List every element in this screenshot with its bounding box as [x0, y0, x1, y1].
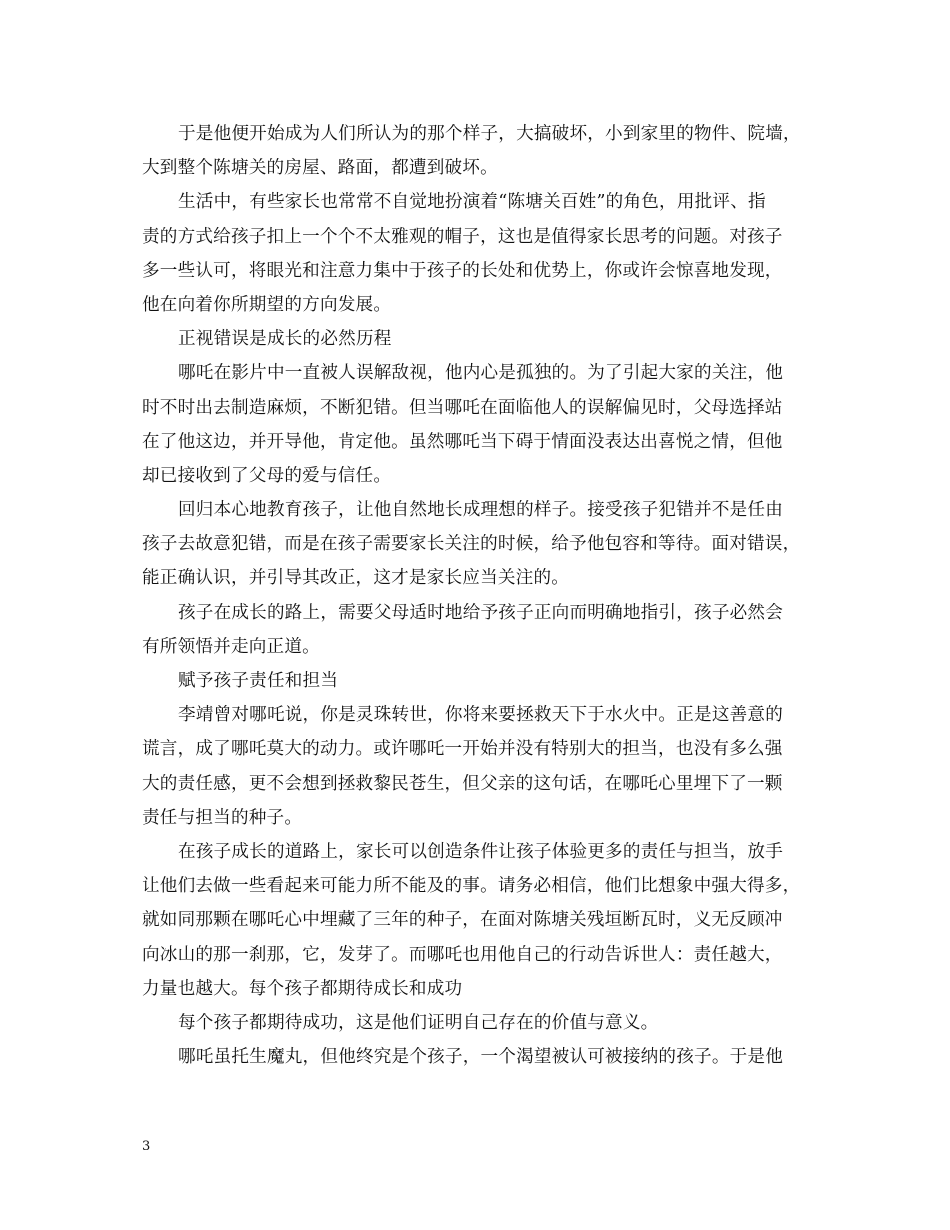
text-line: 回归本心地教育孩子，让他自然地长成理想的样子。接受孩子犯错并不是任由	[178, 500, 783, 521]
text-line: 于是他便开始成为人们所认为的那个样子，大搞破坏，小到家里的物件、院墙，	[178, 124, 801, 144]
text-line: 力量也越大。每个孩子都期待成长和成功	[142, 978, 463, 999]
text-line: 有所领悟并走向正道。	[142, 636, 320, 657]
text-line: 却已接收到了父母的爱与信任。	[142, 465, 392, 486]
text-line: 时不时出去制造麻烦，不断犯错。但当哪吒在面临他人的误解偏见时，父母选择站	[142, 397, 783, 418]
text-line: 每个孩子都期待成功，这是他们证明自己存在的价值与意义。	[178, 1012, 659, 1033]
text-line: 让他们去做一些看起来可能力所不能及的事。请务必相信，他们比想象中强大得多，	[142, 876, 801, 897]
text-line: 哪吒在影片中一直被人误解敌视，他内心是孤独的。为了引起大家的关注，他	[178, 363, 783, 384]
text-line: 孩子去故意犯错，而是在孩子需要家长关注的时候，给予他包容和等待。面对错误，	[142, 534, 801, 555]
text-line: 能正确认识，并引导其改正，这才是家长应当关注的。	[142, 568, 570, 589]
body-text	[142, 117, 828, 1074]
text-line: 在孩子成长的道路上，家长可以创造条件让孩子体验更多的责任与担当，放手	[178, 841, 783, 862]
text-line: 正视错误是成长的必然历程	[178, 329, 392, 350]
text-line: 多一些认可，将眼光和注意力集中于孩子的长处和优势上，你或许会惊喜地发现，	[142, 260, 783, 281]
text-line: 大到整个陈塘关的房屋、路面，都遭到破坏。	[142, 158, 498, 179]
text-line: 赋予孩子责任和担当	[178, 671, 339, 691]
text-line: 生活中，有些家长也常常不自觉地扮演着“陈塘关百姓”的角色，用批评、指	[178, 192, 766, 213]
text-line: 在了他这边，并开导他，肯定他。虽然哪吒当下碍于情面没表达出喜悦之情，但他	[142, 431, 783, 452]
text-line: 谎言，成了哪吒莫大的动力。或许哪吒一开始并没有特别大的担当，也没有多么强	[142, 739, 783, 760]
text-line: 大的责任感，更不会想到拯救黎民苍生，但父亲的这句话，在哪吒心里埋下了一颗	[142, 773, 783, 794]
text-line: 哪吒虽托生魔丸，但他终究是个孩子，一个渴望被认可被接纳的孩子。于是他	[178, 1047, 783, 1068]
text-line: 责任与担当的种子。	[142, 807, 303, 828]
text-line: 向冰山的那一刹那，它，发芽了。而哪吒也用他自己的行动告诉世人：责任越大，	[142, 944, 783, 965]
text-line: 就如同那颗在哪吒心中埋藏了三年的种子，在面对陈塘关残垣断瓦时，义无反顾冲	[142, 910, 783, 931]
text-line: 孩子在成长的路上，需要父母适时地给予孩子正向而明确地指引，孩子必然会	[178, 602, 783, 623]
page-number: 3	[142, 1139, 151, 1154]
text-line: 李靖曾对哪吒说，你是灵珠转世，你将来要拯救天下于水火中。正是这善意的	[178, 705, 783, 726]
text-line: 责的方式给孩子扣上一个个不太雅观的帽子，这也是值得家长思考的问题。对孩子	[142, 226, 783, 247]
text-line: 他在向着你所期望的方向发展。	[142, 294, 392, 315]
